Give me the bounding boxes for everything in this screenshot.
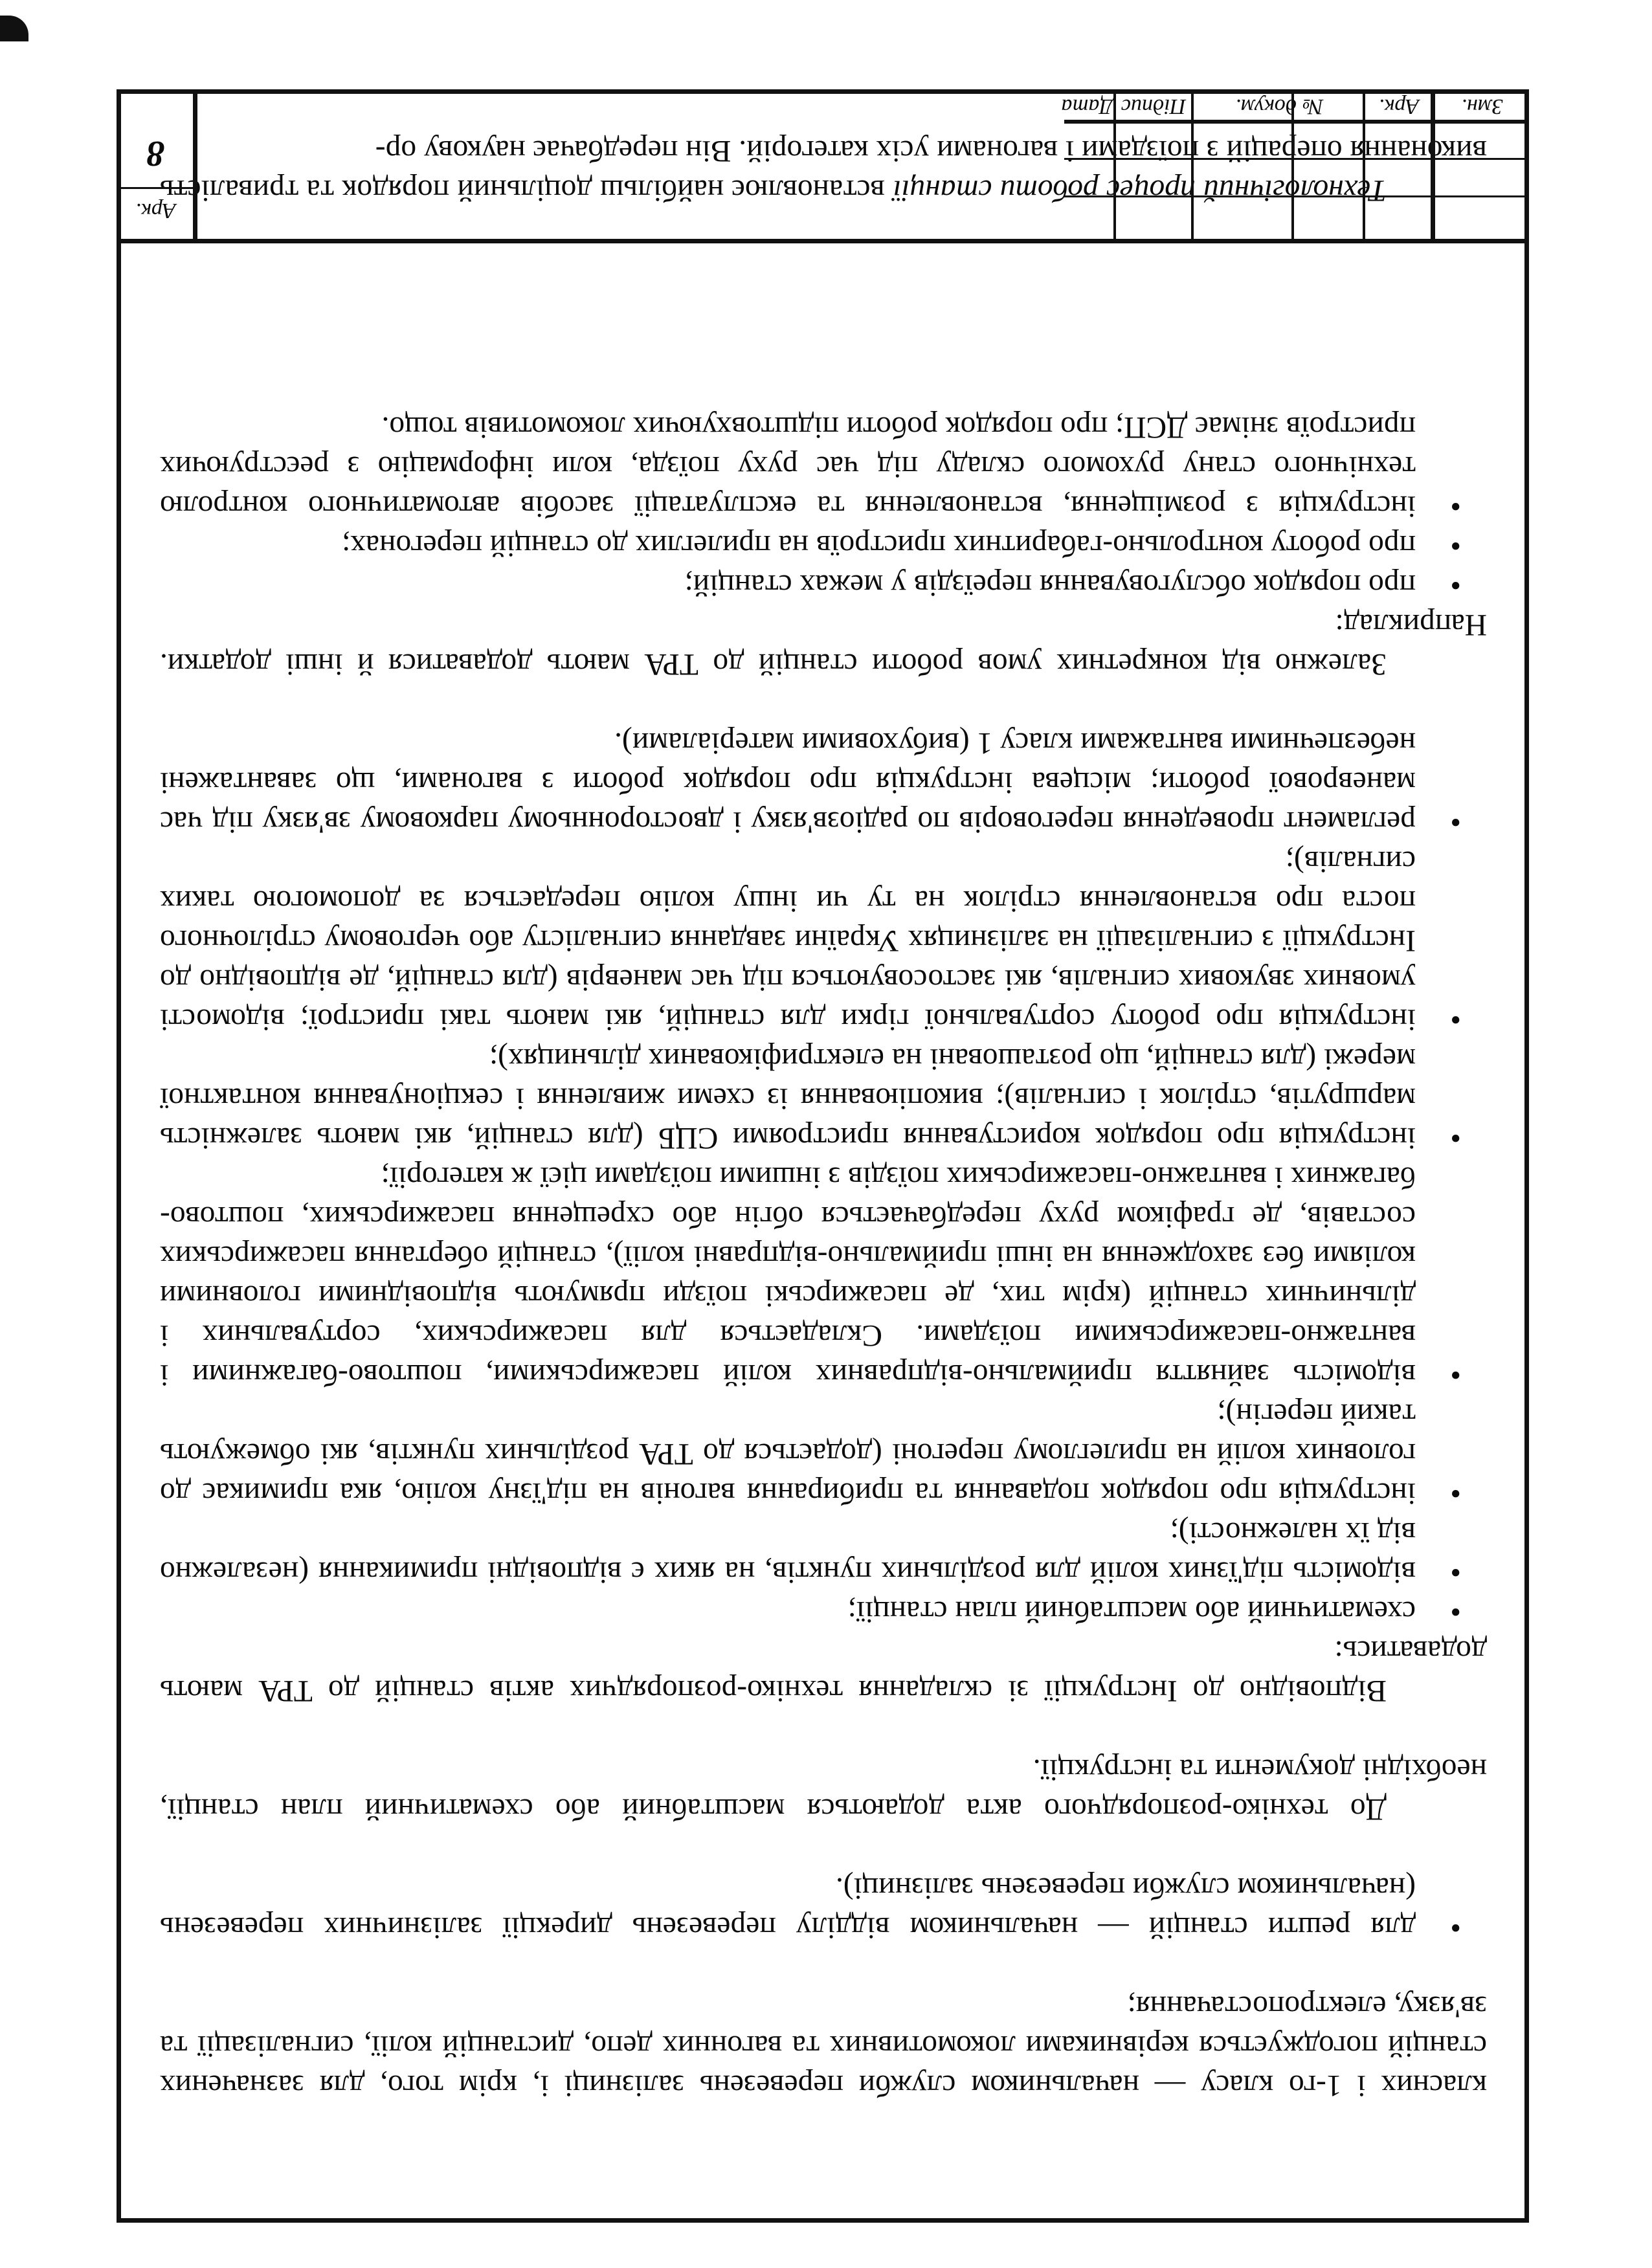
appendix-list (160, 723, 1487, 1631)
paragraph-attachments: До техніко-розпорядчого акта додаються масштабний або схематичний план станції, необхідні документи та інструкції. (160, 1753, 1487, 1826)
stamp-label: Дата (1061, 94, 1113, 118)
stamp-divider (1191, 89, 1194, 239)
approval-list (160, 1868, 1487, 1947)
list-item: • схематичний або масштабний план станції; (160, 1592, 1487, 1631)
stamp-label: Підпис (1121, 94, 1187, 118)
stamp-label: Змн. (1461, 94, 1503, 118)
list-item: • інструкція про роботу сортувальної гірки для станцій, які мають такі пристрої; відомості умовних звукових сигналів, які застосовуються під час маневрів (для станцій, де відповідно до Інструкції з сигналізації на залізницях України завдання сигналісту або черговому стрілочного поста про встановлення стрілок на ту чи іншу колію передається за допомогою таких сигналів); (160, 841, 1487, 1039)
stamp-label: № докум. (1235, 94, 1323, 118)
list-item: • для решти станцій — начальником відділу перевезень дирекції залізничних перевезень (начальником служби перевезень залізниці). (160, 1868, 1487, 1947)
stamp-row-line (117, 187, 197, 189)
list-item: • про порядок обслуговування переїздів у межах станцій; (160, 565, 1487, 605)
paragraph-instruction: Відповідно до Інструкції зі складання техніко-розпорядчих актів станцій до ТРА мають додаватись: (160, 1634, 1487, 1707)
italic-term: Технологічний процес роботи станції (893, 173, 1387, 207)
stamp-row-line (1064, 195, 1529, 197)
scan-corner-mark (0, 16, 28, 41)
list-item: • інструкція про порядок подавання та прибирання вагонів на під'їзну колію, яка примикає до головних колій на прилеглому перегоні (додається до ТРА роздільних пунктів, які обмежують такий перегін); (160, 1394, 1487, 1513)
title-block (117, 89, 1529, 243)
list-item: • відомість зайняття приймально-відправних колій пасажирськими, поштово-багажними і вантажно-пасажирськими поїздами. Складається для пасажирських, сортувальних і дільничних станцій (крім тих, де пасажирські поїзди прямують відповідними головними коліями без заходження на інші приймально-відправні колії), станцій обертання пасажирських составів, де графіком руху передбачається обгін або схрещення пасажирських, поштово-багажних і вантажно-пасажирських поїздів з іншими поїздами цієї ж категорії; (160, 1157, 1487, 1394)
list-item: • відомість під'їзних колій для роздільних пунктів, на яких є відповідні примикання (незалежно від їх належності); (160, 1513, 1487, 1592)
list-item: • регламент проведення переговорів по радіозв'язку і двосторонньому парковому зв'язку під час маневрової роботи; місцева інструкція про порядок роботи з вагонами, що завантажені небезпечними вантажами класу 1 (вибуховими матеріалами). (160, 723, 1487, 841)
paragraph-tech-text: встановлює найбільш доцільний порядок та тривалість виконання операцій з поїздами і вагонами усіх категорій. Він передбачає наукову ор- (160, 134, 1487, 207)
paragraph-dependent: Залежно від конкретних умов роботи станцій до ТРА мають додаватися й інші додатки. Наприклад: (160, 608, 1487, 681)
extra-appendix-list (160, 407, 1487, 605)
sheet-number: 8 (146, 133, 165, 173)
paragraph-continuation: класних і 1-го класу — начальником служби перевезень залізниці і, крім того, для зазначених станцій погоджується керівниками локомотивних та вагонних депо, дистанцій колії, сигналізації та зв'язку, електропостачання; (160, 1990, 1487, 2102)
list-item: • про роботу контрольно-габаритних пристроїв на прилеглих до станцій перегонах; (160, 526, 1487, 565)
stamp-label: Арк. (1378, 94, 1420, 118)
page-text (160, 91, 1487, 2105)
sheet-label: Арк. (135, 199, 176, 223)
list-item: • інструкція з розміщення, встановлення та експлуатації засобів автоматичного контролю технічного стану рухомого складу під час руху поїзда, коли інформацію з реєструючих пристроїв знімає ДСП; про порядок роботи підштовхуючих локомотивів тощо. (160, 407, 1487, 526)
list-item: • інструкція про порядок користування пристроями СЦБ (для станцій, які мають залежність маршрутів, стрілок і сигналів); викопіювання із схеми живлення і секціонування контактної мережі (для станцій, що розташовані на електрифікованих дільницях); (160, 1039, 1487, 1157)
stamp-row-line (1064, 158, 1529, 160)
